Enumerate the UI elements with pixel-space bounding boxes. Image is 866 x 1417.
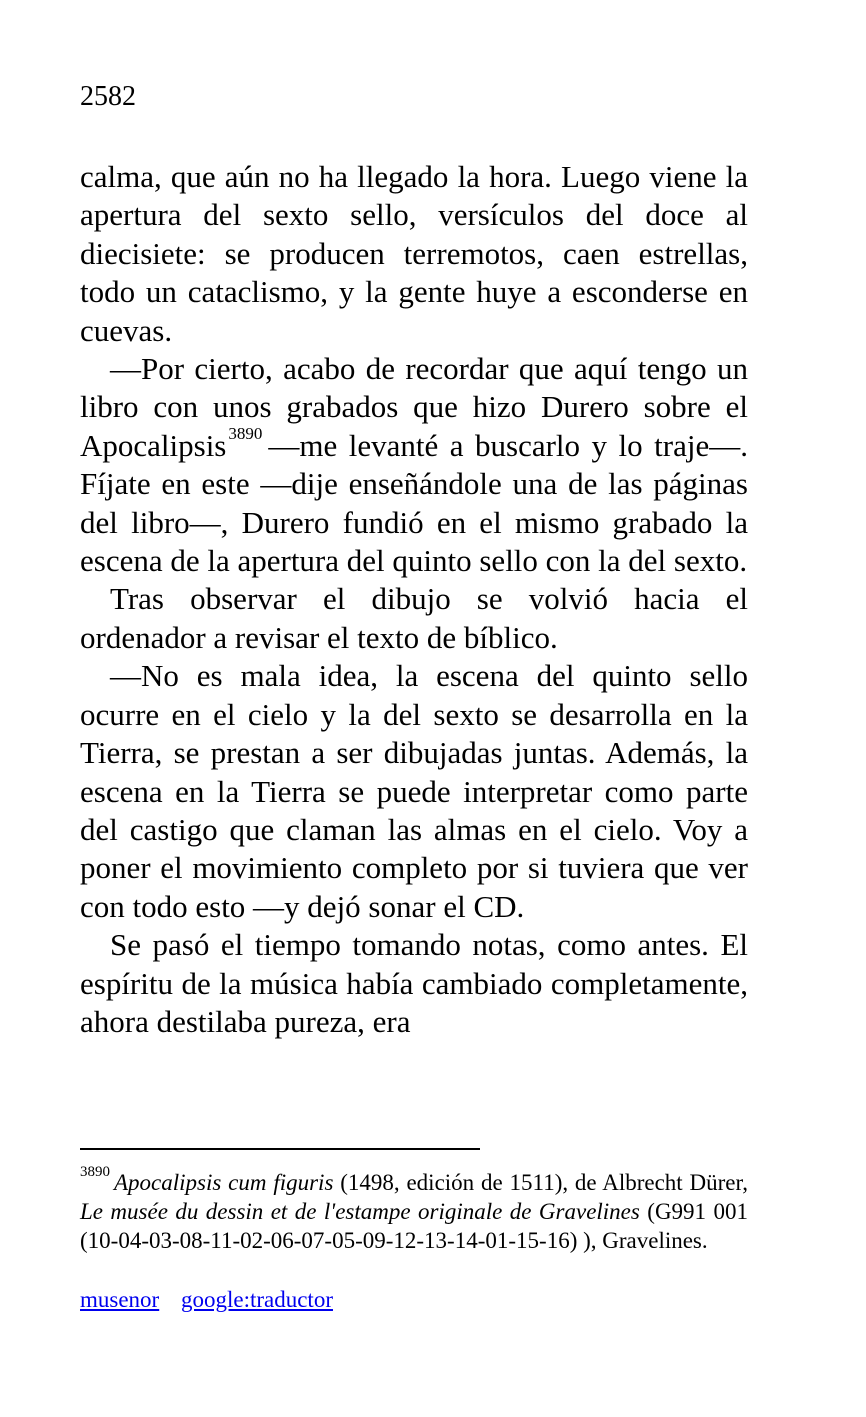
musenor-link[interactable]: musenor [80,1287,160,1312]
paragraph-2-part-1: —Por cierto, acabo de recordar que aquí tengo un libro con unos grabados que hizo Durero sobre el Apocalipsis [80,351,748,463]
google-translator-link[interactable]: google:traductor [180,1287,333,1312]
footnote-text-2: (G991 001 (10-04-03-08-11-02-06-07-05-09-12-13-14-01-15-16) ), Gravelines. [80,1199,748,1253]
footnote-reference[interactable]: 3890 [228,423,263,443]
footnote-text [80,1164,748,1255]
footnote-divider [80,1148,480,1150]
paragraph-3: Tras observar el dibujo se volvió hacia el ordenador a revisar el texto de bíblico. [80,581,748,655]
page-number: 2582 [80,81,136,112]
footnote-museum-name: Le musée du dessin et de l'estampe originale de Gravelines [80,1199,640,1224]
footnote-number: 3890 [80,1164,110,1180]
footnote-text-1: (1498, edición de 1511), de Albrecht Dürer, [333,1170,748,1195]
footnote-book-title: Apocalipsis cum figuris [114,1170,334,1195]
paragraph-2 [80,350,748,580]
paragraph-5: Se pasó el tiempo tomando notas, como antes. El espíritu de la música había cambiado completamente, ahora destilaba pureza, era [80,927,748,1039]
paragraph-4: —No es mala idea, la escena del quinto sello ocurre en el cielo y la del sexto se desarrolla en la Tierra, se prestan a ser dibujadas juntas. Además, la escena en la Tierra se puede interpretar como parte del castigo que claman las almas en el cielo. Voy a poner el movimiento completo por si tuviera que ver con todo esto —y dejó sonar el CD. [80,658,748,924]
footnote [80,1164,748,1255]
paragraph-1: calma, que aún no ha llegado la hora. Luego viene la apertura del sexto sello, versículos del doce al diecisiete: se producen terremotos, caen estrellas, todo un cataclismo, y la gente huye a esconderse en cuevas. [80,159,748,348]
link-bar [80,1285,349,1314]
paragraph-2-part-2: —me levanté a buscarlo y lo traje—. Fíjate en este —dije enseñándole una de las páginas del libro—, Durero fundió en el mismo grabado la escena de la apertura del quinto sello con la del sexto. [80,427,748,579]
main-text [80,158,748,1041]
